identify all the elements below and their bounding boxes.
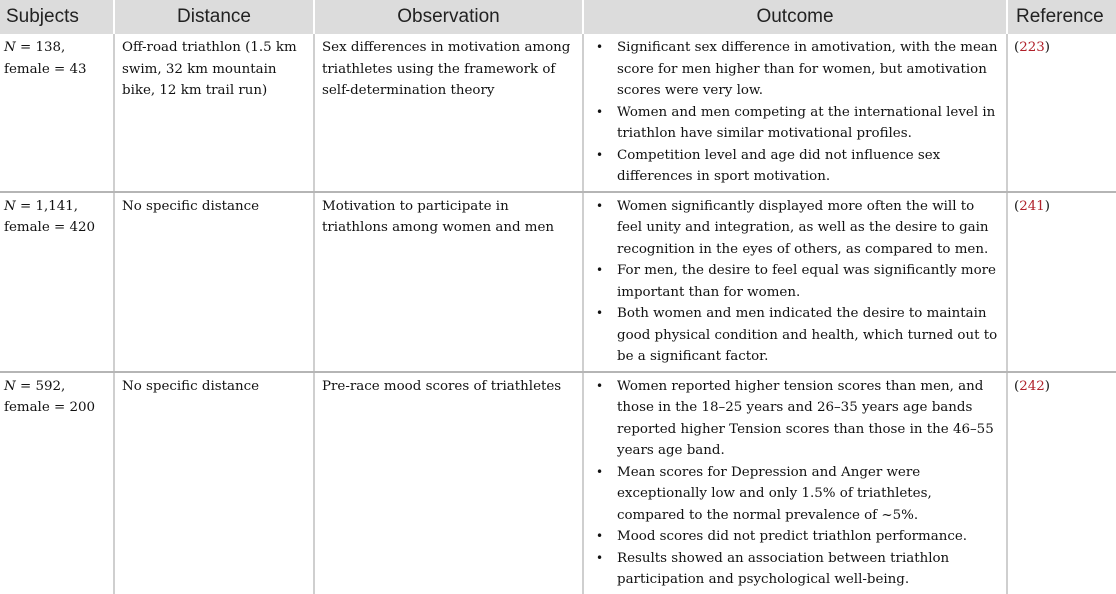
outcome-item: • Competition level and age did not influence sex differences in sport motivation. — [617, 145, 998, 188]
header-observation: Observation — [314, 0, 583, 34]
subjects-female: female = 43 — [4, 61, 87, 77]
header-outcome: Outcome — [583, 0, 1007, 34]
n-label: N — [4, 378, 16, 394]
outcome-cell — [583, 34, 1007, 192]
observation-cell: Motivation to participate in triathlons among women and men — [314, 192, 583, 372]
subjects-cell — [0, 192, 114, 372]
reference-cell: (242) — [1014, 378, 1051, 394]
outcome-item: • Results showed an association between triathlon participation and psychological well-being. — [617, 548, 998, 591]
table-row — [0, 372, 1116, 594]
outcome-list — [591, 37, 998, 188]
observation-cell: Pre-race mood scores of triathletes — [314, 372, 583, 594]
outcome-item: • Mood scores did not predict triathlon performance. — [617, 526, 998, 548]
outcome-item: • Mean scores for Depression and Anger were exceptionally low and only 1.5% of triathletes, compared to the normal prevalence of ~5%. — [617, 462, 998, 527]
header-row — [0, 0, 1116, 34]
outcome-item: • For men, the desire to feel equal was significantly more important than for women. — [617, 260, 998, 303]
table-row — [0, 34, 1116, 192]
subjects-count: = 592, — [19, 378, 66, 394]
distance-cell: No specific distance — [114, 192, 314, 372]
outcome-list — [591, 376, 998, 591]
outcome-item: • Significant sex difference in amotivation, with the mean score for men higher than for women, but amotivation scores were very low. — [617, 37, 998, 102]
reference-link[interactable]: 223 — [1019, 40, 1045, 55]
n-label: N — [4, 40, 16, 55]
distance-cell: No specific distance — [114, 372, 314, 594]
subjects-cell — [0, 372, 114, 594]
outcome-cell — [583, 372, 1007, 594]
subjects-cell — [0, 34, 114, 192]
outcome-item: • Women significantly displayed more often the will to feel unity and integration, as well as the desire to gain recognition in the eyes of others, as compared to men. — [617, 196, 998, 261]
n-label: N — [4, 198, 16, 214]
subjects-count: = 1,141, — [19, 198, 79, 214]
outcome-cell — [583, 192, 1007, 372]
reference-cell: (241) — [1007, 192, 1116, 372]
outcome-item: • Women reported higher tension scores than men, and those in the 18–25 years and 26–35 years age bands reported higher Tension scores than those in the 46–55 years age band. — [617, 376, 998, 462]
header-distance: Distance — [114, 0, 314, 34]
reference-cell: (223) — [1007, 34, 1116, 192]
observation-cell: Sex differences in motivation among triathletes using the framework of self-determination theory — [314, 34, 583, 192]
reference-link[interactable]: 241 — [1019, 198, 1045, 214]
subjects-female: female = 200 — [4, 400, 96, 415]
header-subjects: Subjects — [0, 0, 114, 34]
reference-link[interactable]: 242 — [1019, 378, 1045, 394]
subjects-female: female = 420 — [4, 220, 96, 235]
outcome-item: • Women and men competing at the international level in triathlon have similar motivational profiles. — [617, 102, 998, 145]
header-reference: Reference — [1007, 0, 1116, 34]
outcome-list — [591, 196, 998, 368]
subjects-count: = 138, — [19, 40, 66, 55]
outcome-item: • Both women and men indicated the desire to maintain good physical condition and health, which turned out to be a significant factor. — [617, 303, 998, 368]
table-row — [0, 192, 1116, 372]
distance-cell: Off-road triathlon (1.5 km swim, 32 km mountain bike, 12 km trail run) — [114, 34, 314, 192]
